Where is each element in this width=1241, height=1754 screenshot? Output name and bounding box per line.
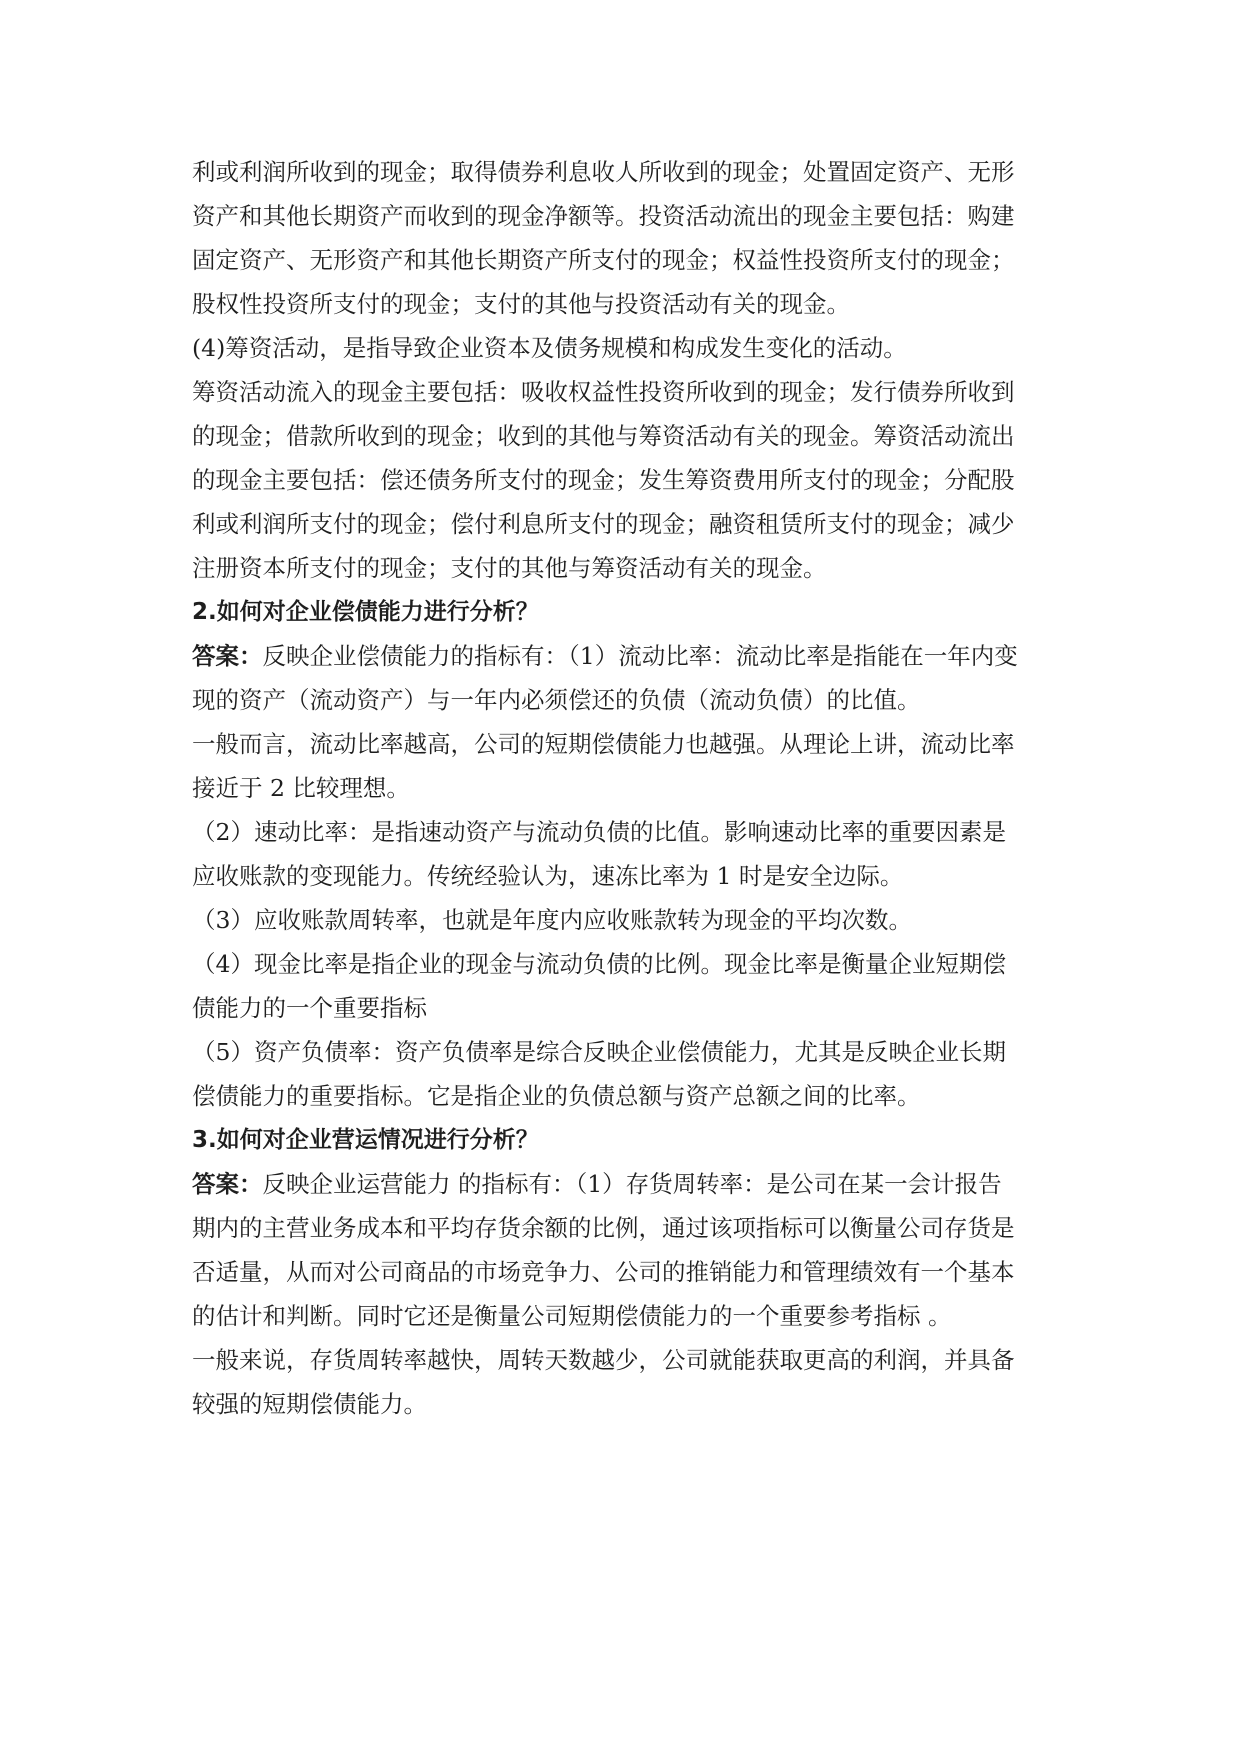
text-line: （3）应收账款周转率，也就是年度内应收账款转为现金的平均次数。	[192, 906, 912, 934]
text-line: （4）现金比率是指企业的现金与流动负债的比例。现金比率是衡量企业短期偿	[192, 950, 1006, 978]
text-line: (4)筹资活动，是指导致企业资本及债务规模和构成发生变化的活动。	[192, 334, 907, 362]
answer-label: 答案：	[192, 642, 263, 670]
text-line: 现的资产（流动资产）与一年内必须偿还的负债（流动负债）的比值。	[192, 686, 921, 714]
question-heading: 3.如何对企业营运情况进行分析？	[192, 1127, 539, 1153]
text-line: 应收账款的变现能力。传统经验认为，速冻比率为 1 时是安全边际。	[192, 862, 904, 890]
text-line: 筹资活动流入的现金主要包括：吸收权益性投资所收到的现金；发行债券所收到	[192, 378, 1015, 406]
answer-text: 反映企业运营能力 的指标有：（1）存货周转率：是公司在某一会计报告	[262, 1170, 1002, 1198]
text-line: 利或利润所收到的现金；取得债券利息收人所收到的现金；处置固定资产、无形	[192, 158, 1015, 186]
text-line: 否适量，从而对公司商品的市场竞争力、公司的推销能力和管理绩效有一个基本	[192, 1258, 1015, 1286]
text-line: 的估计和判断。同时它还是衡量公司短期偿债能力的一个重要参考指标 。	[192, 1302, 952, 1330]
text-line: 利或利润所支付的现金；偿付利息所支付的现金；融资租赁所支付的现金；减少	[192, 510, 1015, 538]
text-line: （2）速动比率：是指速动资产与流动负债的比值。影响速动比率的重要因素是	[192, 818, 1006, 846]
document-page	[192, 150, 1058, 1426]
text-line: 股权性投资所支付的现金；支付的其他与投资活动有关的现金。	[192, 290, 850, 318]
text-line: 接近于 2 比较理想。	[192, 774, 410, 802]
text-line: 的现金主要包括：偿还债务所支付的现金；发生筹资费用所支付的现金；分配股	[192, 466, 1015, 494]
text-line: 债能力的一个重要指标	[192, 994, 427, 1022]
question-heading: 2.如何对企业偿债能力进行分析？	[192, 599, 539, 625]
answer-label: 答案：	[192, 1170, 263, 1198]
text-line: 一般而言，流动比率越高，公司的短期偿债能力也越强。从理论上讲，流动比率	[192, 730, 1015, 758]
text-line: 固定资产、无形资产和其他长期资产所支付的现金；权益性投资所支付的现金；	[192, 246, 1015, 274]
text-line: （5）资产负债率：资产负债率是综合反映企业偿债能力，尤其是反映企业长期	[192, 1038, 1006, 1066]
answer-text: 反映企业偿债能力的指标有：（1）流动比率：流动比率是指能在一年内变	[262, 642, 1018, 670]
answer-line	[192, 634, 1058, 678]
text-line: 资产和其他长期资产而收到的现金净额等。投资活动流出的现金主要包括：购建	[192, 202, 1015, 230]
text-line: 偿债能力的重要指标。它是指企业的负债总额与资产总额之间的比率。	[192, 1082, 921, 1110]
text-line: 期内的主营业务成本和平均存货余额的比例，通过该项指标可以衡量公司存货是	[192, 1214, 1015, 1242]
answer-line	[192, 1162, 1058, 1206]
text-line: 一般来说，存货周转率越快，周转天数越少，公司就能获取更高的利润，并具备	[192, 1346, 1015, 1374]
text-line: 的现金；借款所收到的现金；收到的其他与筹资活动有关的现金。筹资活动流出	[192, 422, 1015, 450]
text-line: 注册资本所支付的现金；支付的其他与筹资活动有关的现金。	[192, 554, 827, 582]
text-line: 较强的短期偿债能力。	[192, 1390, 427, 1418]
